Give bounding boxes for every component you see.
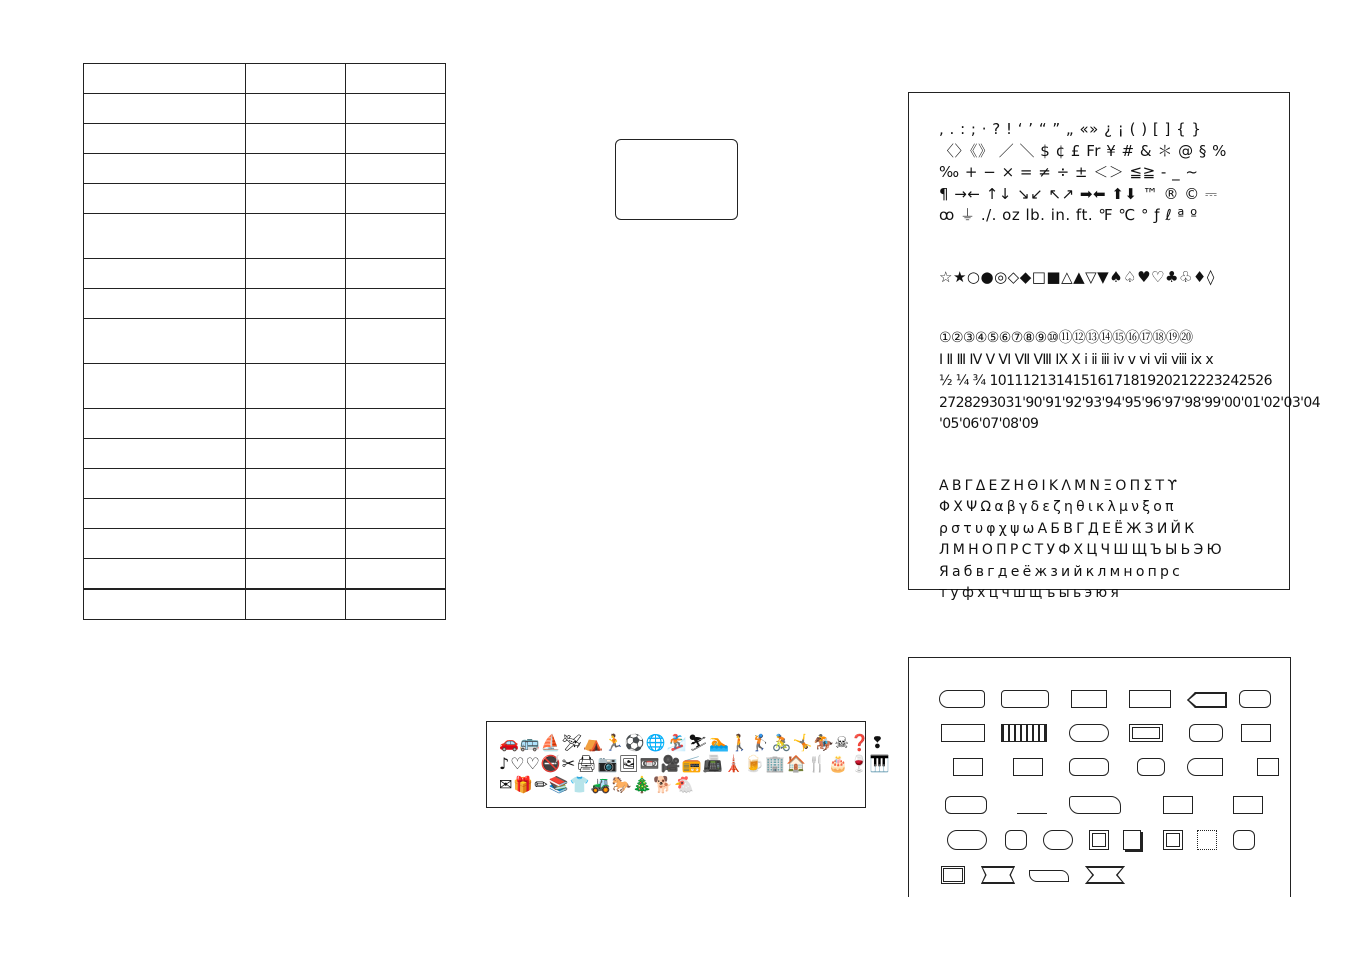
punctuation-row: , . : ; · ? ! ‘ ’ “ ” „ «» ¿ ¡ ( ) [ ] { }: [939, 120, 1202, 138]
table-cell: [346, 289, 446, 319]
table-cell: [246, 259, 346, 289]
table-cell: [246, 499, 346, 529]
frame-icon: [947, 830, 987, 850]
frame-icon: [1187, 758, 1223, 776]
frame-icon: [1071, 690, 1107, 708]
table-cell: [84, 124, 246, 154]
frame-icon: [1017, 796, 1047, 814]
table-cell: [84, 559, 246, 590]
number-row: ①②③④⑤⑥⑦⑧⑨⑩⑪⑫⑬⑭⑮⑯⑰⑱⑲⑳: [939, 330, 1193, 346]
frame-icon: [1029, 870, 1069, 882]
table-cell: [246, 409, 346, 439]
table-cell: [346, 154, 446, 184]
table-cell: [246, 154, 346, 184]
frame-icon: [941, 724, 985, 742]
table-cell: [84, 154, 246, 184]
table-cell: [84, 439, 246, 469]
frame-icon: [1241, 724, 1271, 742]
table-cell: [246, 559, 346, 590]
table-row: [84, 499, 446, 529]
pictograph-row: 🚗🚌⛵🛩⛺🏃⚽🌐🏂⛷🏊🚶🏌🚴🤸🏇☠❓❢: [499, 733, 886, 752]
frame-icon: [1163, 830, 1183, 850]
frame-icon: [1129, 724, 1163, 742]
table-row: [84, 154, 446, 184]
table-cell: [246, 214, 346, 259]
table-row: [84, 124, 446, 154]
alphabet-row: Л М Н О П Р С Т У Ф Х Ц Ч Ш Щ Ъ Ы Ь Э Ю: [939, 542, 1222, 558]
frame-icon: [953, 758, 983, 776]
frame-icon: [1043, 830, 1073, 850]
table-cell: [346, 214, 446, 259]
alphabet-row: т у ф х ц ч ш щ ъ ы ь э ю я: [939, 585, 1119, 601]
frame-icon: [1001, 690, 1049, 708]
frame-icon: [1239, 690, 1271, 708]
table-cell: [346, 184, 446, 214]
frame-icon: [983, 868, 1013, 882]
table-cell: [84, 214, 246, 259]
punctuation-row: ‰ + − × = ≠ ÷ ± ＜＞ ≦≧ - _ ~: [939, 163, 1199, 181]
table-cell: [84, 289, 246, 319]
display-box: [615, 139, 738, 220]
table-cell: [246, 319, 346, 364]
table-cell: [346, 364, 446, 409]
table-row: [84, 409, 446, 439]
table-cell: [246, 439, 346, 469]
table-cell: [246, 529, 346, 559]
table-row: [84, 469, 446, 499]
number-row: 2728293031'90'91'92'93'94'95'96'97'98'99'00'01'02'03'04: [939, 394, 1321, 411]
table-cell: [84, 499, 246, 529]
table-cell: [246, 589, 346, 620]
frame-icon: [945, 796, 987, 814]
table-cell: [346, 64, 446, 94]
alphabet-row: Φ Χ Ψ Ω α β γ δ ε ζ η θ ι κ λ μ ν ξ ο π: [939, 499, 1173, 515]
frame-icon: [939, 690, 985, 708]
table-cell: [84, 409, 246, 439]
number-row: ½ ¼ ¾ 1011121314151617181920212223242526: [939, 373, 1272, 389]
symbols-panel: [908, 92, 1321, 601]
pictograph-row: ✉🎁✏📚👕🚜🐎🎄🐕🐔: [499, 775, 696, 794]
punctuation-row: 〈〉《》 ／ ＼ $ ¢ £ Fr ¥ # & ＊ @ § %: [939, 141, 1227, 160]
table-cell: [346, 94, 446, 124]
shapes-row: ☆★○●◎◇◆□■△▲▽▼♠♤♥♡♣♧♦◊: [939, 267, 1215, 286]
table-row: [84, 94, 446, 124]
table-row: [84, 559, 446, 590]
table-cell: [346, 499, 446, 529]
table-cell: [246, 64, 346, 94]
table-row: [84, 364, 446, 409]
frame-icon: [1197, 830, 1217, 850]
blank-table: [83, 63, 446, 620]
frame-icon: [941, 866, 965, 884]
frame-icon: [1089, 830, 1109, 850]
table-cell: [346, 559, 446, 590]
table-cell: [346, 319, 446, 364]
table-cell: [84, 319, 246, 364]
table-cell: [84, 364, 246, 409]
table-cell: [84, 184, 246, 214]
table-cell: [84, 64, 246, 94]
alphabet-row: ρ σ τ υ φ χ ψ ω А Б В Г Д Е Ё Ж З И Й К: [939, 520, 1194, 537]
table-cell: [84, 469, 246, 499]
frame-icon: [1257, 758, 1279, 776]
frame-icon: [1189, 694, 1225, 706]
table-row: [84, 214, 446, 259]
table-cell: [246, 94, 346, 124]
table-cell: [84, 259, 246, 289]
table-cell: [84, 94, 246, 124]
table-cell: [246, 289, 346, 319]
frame-icon: [1123, 830, 1141, 850]
table-row: [84, 529, 446, 559]
number-row: '05'06'07'08'09: [939, 416, 1039, 432]
frame-icon: [1163, 796, 1193, 814]
table-cell: [84, 529, 246, 559]
pictograph-panel: [486, 721, 891, 808]
table-cell: [246, 124, 346, 154]
table-row: [84, 589, 446, 620]
alphabet-row: Я а б в г д е ё ж з и й к л м н о п р с: [939, 563, 1180, 580]
table-cell: [346, 259, 446, 289]
alphabet-row: Α Β Γ Δ Ε Ζ Η Θ Ι Κ Λ Μ Ν Ξ Ο Π Σ Τ ϒ: [939, 477, 1177, 494]
table-cell: [346, 409, 446, 439]
frame-icon: [1189, 724, 1223, 742]
table-cell: [346, 124, 446, 154]
table-row: [84, 319, 446, 364]
table-row: [84, 184, 446, 214]
frame-icon: [1137, 758, 1165, 776]
blank-table-body: [84, 64, 446, 620]
frame-icon: [1005, 830, 1027, 850]
table-row: [84, 64, 446, 94]
frame-icon: [1013, 758, 1043, 776]
frame-icon: [1129, 690, 1171, 708]
frame-icon: [1069, 758, 1109, 776]
table-cell: [84, 589, 246, 620]
frame-icon: [1069, 796, 1121, 814]
table-cell: [346, 469, 446, 499]
table-cell: [346, 529, 446, 559]
frame-icon: [1001, 724, 1047, 742]
table-row: [84, 289, 446, 319]
table-cell: [246, 184, 346, 214]
table-row: [84, 259, 446, 289]
table-cell: [246, 469, 346, 499]
table-cell: [246, 364, 346, 409]
pictograph-row: ♪♡♡🚭✂🖨📷🖼📼🎥📻📠🗼🍺🏢🏠🍴🎂🍷🎹: [499, 754, 891, 773]
table-cell: [346, 439, 446, 469]
frame-icon: [1069, 724, 1109, 742]
table-cell: [346, 589, 446, 620]
table-row: [84, 439, 446, 469]
frame-icon: [1233, 796, 1263, 814]
number-row: Ⅰ Ⅱ Ⅲ Ⅳ Ⅴ Ⅵ Ⅶ Ⅷ Ⅸ Ⅹ ⅰ ⅱ ⅲ ⅳ ⅴ ⅵ ⅶ ⅷ ⅸ ⅹ: [939, 351, 1214, 368]
punctuation-row: ꝏ ⏚ ./. oz lb. in. ft. ℉ ℃ ° ƒ ℓ ª º: [939, 206, 1198, 224]
punctuation-row: ¶ →← ↑↓ ↘↙ ↖↗ ➡⬅ ⬆⬇ ™ ® © ⎓: [939, 184, 1218, 203]
frames-panel: [908, 657, 1291, 897]
frame-icon: [1233, 830, 1255, 850]
